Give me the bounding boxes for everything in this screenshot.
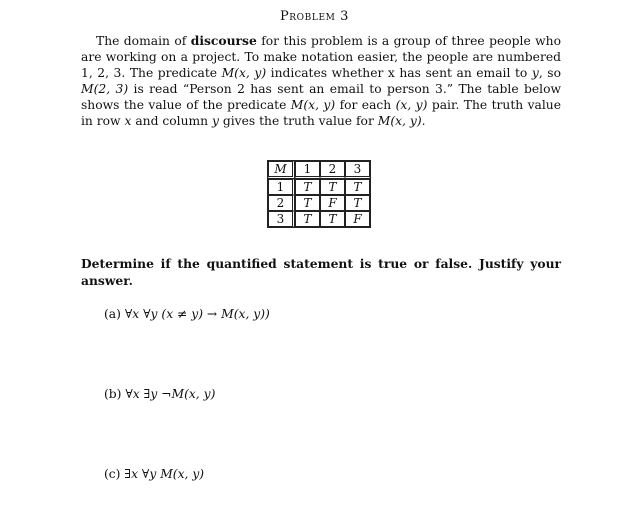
intro-text-2: for this problem is a group of three people who are working on a project. To make notation easier, the people are numbered 1, 2, 3. The predicate: [81, 34, 561, 81]
part-b: [104, 387, 215, 401]
var-x: x: [124, 114, 132, 129]
truth-table-wrapper: [267, 160, 371, 228]
truth-value-cell: T: [295, 211, 320, 227]
truth-value-cell: T: [345, 195, 370, 211]
row-header: 2: [268, 195, 295, 211]
table-corner-cell: M: [268, 161, 295, 179]
truth-value-cell: T: [295, 195, 320, 211]
table-row: [268, 195, 370, 211]
problem-description: [81, 33, 561, 130]
part-label: (b): [104, 387, 122, 401]
xy-pair: (x, y): [395, 98, 428, 113]
truth-table: [267, 160, 371, 228]
intro-text-8: and column: [131, 114, 212, 129]
column-header: 1: [295, 161, 320, 179]
part-label: (c): [104, 467, 121, 481]
intro-text-9: gives the truth value for: [218, 114, 378, 129]
predicate-m-xy: M(x, y): [221, 66, 267, 81]
part-formula: ∀x ∀y (x ≠ y) → M(x, y)): [124, 307, 270, 321]
intro-text-1: The domain of: [96, 34, 191, 48]
truth-value-cell: T: [345, 179, 370, 195]
part-a: [104, 307, 270, 321]
var-y: y: [531, 66, 539, 81]
predicate-m-xy: M(x, y): [377, 114, 422, 129]
intro-text-5: is read “Person 2 has sent an email to person 3.” The table below shows the value of the predicate: [81, 82, 561, 113]
truth-value-cell: F: [320, 195, 345, 211]
part-formula: ∃x ∀y M(x, y): [124, 467, 205, 481]
part-c: [104, 467, 204, 481]
intro-text-4: , so: [538, 66, 561, 81]
part-formula: ∀x ∃y ¬M(x, y): [125, 387, 216, 401]
predicate-m-23: M(2, 3): [81, 82, 129, 97]
intro-text-3: indicates whether x has sent an email to: [266, 66, 532, 81]
problem-title: Problem 3: [279, 9, 350, 24]
var-y: y: [212, 114, 219, 129]
discourse-word: discourse: [190, 33, 257, 48]
part-label: (a): [104, 307, 121, 321]
table-row: [268, 179, 370, 195]
instruction-text: Determine if the quantified statement is true or false. Justify your answer.: [81, 256, 561, 288]
truth-value-cell: T: [320, 211, 345, 227]
table-header-row: [268, 161, 370, 179]
intro-text-7: pair. The truth value in row: [81, 98, 561, 129]
column-header: 2: [320, 161, 345, 179]
predicate-m-xy: M(x, y): [290, 98, 336, 113]
intro-text-10: .: [421, 114, 426, 129]
row-header: 1: [268, 179, 295, 195]
truth-value-cell: F: [345, 211, 370, 227]
intro-text-6: for each: [335, 98, 396, 113]
table-row: [268, 211, 370, 227]
column-header: 3: [345, 161, 370, 179]
truth-value-cell: T: [320, 179, 345, 195]
row-header: 3: [268, 211, 295, 227]
truth-value-cell: T: [295, 179, 320, 195]
